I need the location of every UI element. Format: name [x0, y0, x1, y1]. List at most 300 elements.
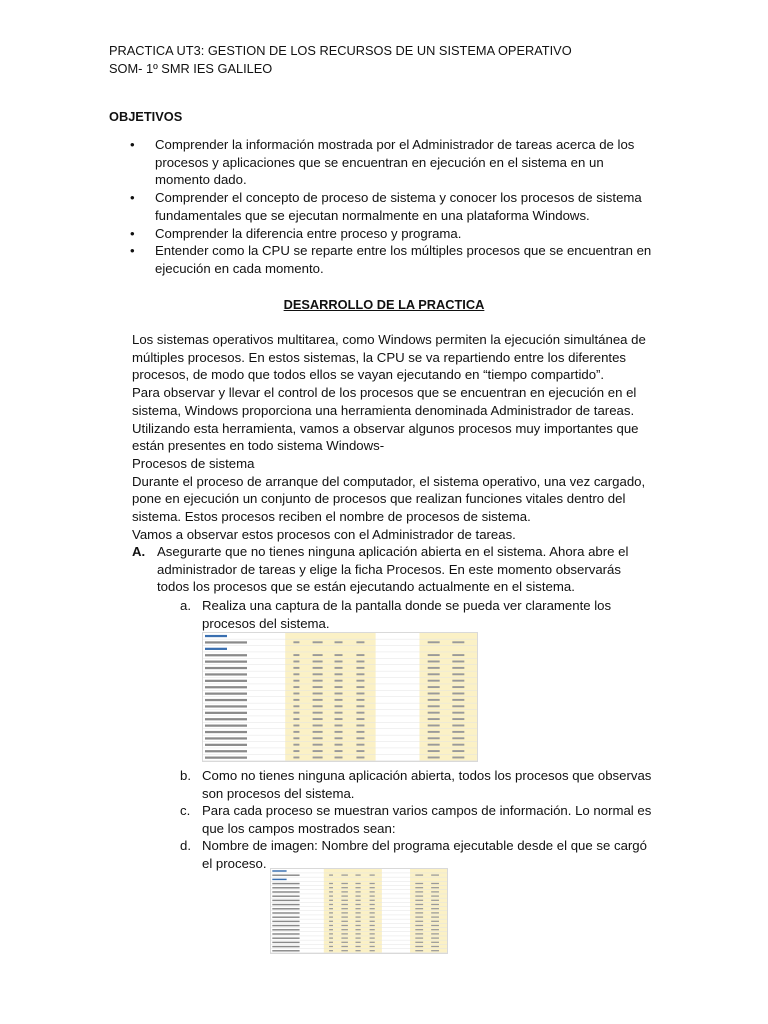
cell-stroke	[370, 908, 375, 909]
row-name-stroke	[205, 654, 247, 656]
list-item: • Comprender la diferencia entre proceso y programa.	[130, 225, 462, 241]
cell-stroke	[313, 744, 323, 746]
cell-stroke	[428, 750, 440, 752]
cell-stroke	[452, 737, 464, 739]
row-name-stroke	[272, 887, 299, 888]
bullet-icon: •	[130, 137, 135, 152]
cell-stroke	[329, 904, 333, 905]
sub-item-d: d. Nombre de imagen: Nombre del programa ejecutable desde el que se cargó el proceso.	[180, 838, 647, 871]
cell-stroke	[415, 912, 423, 913]
cell-stroke	[293, 686, 299, 688]
row-name-stroke	[205, 725, 247, 727]
row-divider	[271, 923, 447, 924]
cell-stroke	[329, 916, 333, 917]
row-name-stroke	[272, 929, 299, 930]
cell-stroke	[335, 750, 343, 752]
sub-item-c: c. Para cada proceso se muestran varios campos de información. Lo normal es que los campos mostrados sean:	[180, 803, 652, 836]
cell-stroke	[370, 946, 375, 947]
cell-stroke	[431, 916, 439, 917]
cell-stroke	[355, 904, 360, 905]
cell-stroke	[370, 887, 375, 888]
bullet-icon: •	[130, 190, 135, 206]
cell-stroke	[415, 904, 423, 905]
cell-stroke	[341, 874, 348, 875]
cell-stroke	[356, 654, 364, 656]
cell-stroke	[415, 908, 423, 909]
cell-stroke	[293, 693, 299, 695]
row-name-stroke	[205, 680, 247, 682]
cell-stroke	[341, 895, 348, 896]
cell-stroke	[452, 744, 464, 746]
cell-stroke	[452, 654, 464, 656]
cell-stroke	[313, 686, 323, 688]
objectives-list	[130, 136, 660, 278]
row-divider	[203, 652, 477, 653]
cell-stroke	[335, 673, 343, 675]
cell-stroke	[329, 946, 333, 947]
cell-stroke	[452, 757, 464, 759]
cell-stroke	[356, 673, 364, 675]
cell-stroke	[356, 641, 364, 643]
cell-stroke	[329, 895, 333, 896]
list-item: • Comprender la información mostrada por el Administrador de tareas acerca de los procesos y aplicaciones que se encuentran en ejecución en el sistema en un momento dado.	[130, 137, 635, 188]
cell-stroke	[341, 908, 348, 909]
cell-stroke	[431, 921, 439, 922]
cell-stroke	[452, 731, 464, 733]
cell-stroke	[355, 937, 360, 938]
cell-stroke	[335, 712, 343, 714]
cell-stroke	[341, 891, 348, 892]
bullet-icon: •	[130, 225, 135, 241]
cell-stroke	[452, 693, 464, 695]
cell-stroke	[355, 891, 360, 892]
row-divider	[203, 645, 477, 646]
cell-stroke	[370, 942, 375, 943]
row-divider	[203, 741, 477, 742]
row-divider	[203, 754, 477, 755]
cell-stroke	[428, 686, 440, 688]
cell-stroke	[313, 680, 323, 682]
row-divider	[203, 761, 477, 762]
cell-stroke	[313, 737, 323, 739]
row-name-stroke	[205, 661, 247, 663]
cell-stroke	[370, 895, 375, 896]
cell-stroke	[431, 946, 439, 947]
cell-stroke	[341, 937, 348, 938]
row-name-stroke	[272, 895, 299, 896]
row-name-stroke	[272, 921, 299, 922]
cell-stroke	[313, 731, 323, 733]
row-name-stroke	[272, 950, 299, 951]
cell-stroke	[431, 887, 439, 888]
row-divider	[271, 906, 447, 907]
cell-stroke	[356, 705, 364, 707]
row-divider	[271, 902, 447, 903]
row-divider	[203, 690, 477, 691]
cell-stroke	[415, 916, 423, 917]
cell-stroke	[370, 937, 375, 938]
cell-stroke	[293, 712, 299, 714]
row-divider	[271, 944, 447, 945]
cell-stroke	[431, 933, 439, 934]
row-divider	[271, 873, 447, 874]
cell-stroke	[356, 699, 364, 701]
row-name-stroke	[272, 916, 299, 917]
cell-stroke	[329, 908, 333, 909]
cell-stroke	[335, 686, 343, 688]
cell-stroke	[329, 887, 333, 888]
cell-stroke	[428, 757, 440, 759]
row-name-stroke	[205, 737, 247, 739]
sub-item-b: b. Como no tienes ninguna aplicación abierta, todos los procesos que observas son procesos del sistema.	[180, 768, 652, 801]
row-divider	[271, 894, 447, 895]
row-name-stroke	[205, 641, 247, 643]
cell-stroke	[313, 661, 323, 663]
cell-stroke	[341, 887, 348, 888]
paragraph: Procesos de sistema	[132, 455, 255, 471]
cell-stroke	[355, 950, 360, 951]
row-name-stroke	[205, 731, 247, 733]
row-name-stroke	[205, 705, 247, 707]
row-name-stroke	[272, 946, 299, 947]
cell-stroke	[341, 942, 348, 943]
row-divider	[271, 890, 447, 891]
cell-stroke	[415, 937, 423, 938]
row-name-stroke	[272, 900, 299, 901]
cell-stroke	[335, 731, 343, 733]
cell-stroke	[356, 712, 364, 714]
cell-stroke	[355, 929, 360, 930]
cell-stroke	[329, 942, 333, 943]
cell-stroke	[452, 705, 464, 707]
cell-stroke	[293, 750, 299, 752]
cell-stroke	[415, 942, 423, 943]
row-name-stroke	[205, 667, 247, 669]
row-name-stroke	[205, 750, 247, 752]
cell-stroke	[341, 916, 348, 917]
row-name-stroke	[272, 879, 286, 880]
row-divider	[203, 735, 477, 736]
cell-stroke	[329, 933, 333, 934]
row-divider	[271, 911, 447, 912]
development-body	[132, 331, 652, 543]
task-manager-screenshot	[202, 632, 478, 762]
cell-stroke	[356, 725, 364, 727]
cell-stroke	[431, 883, 439, 884]
paragraph: Para observar y llevar el control de los procesos que se encuentran en ejecución en el sistema, Windows proporciona una herramienta denominada Administrador de tareas. Utilizando esta herramienta, vamos a observar algunos procesos muy importantes que están presentes en todo sistema Windows-	[132, 385, 639, 454]
cell-stroke	[428, 737, 440, 739]
cell-stroke	[431, 891, 439, 892]
row-divider	[203, 722, 477, 723]
step-a	[132, 543, 652, 596]
cell-stroke	[356, 686, 364, 688]
cell-stroke	[335, 680, 343, 682]
cell-stroke	[341, 946, 348, 947]
cell-stroke	[313, 641, 323, 643]
cell-stroke	[335, 737, 343, 739]
cell-stroke	[355, 946, 360, 947]
cell-stroke	[293, 661, 299, 663]
cell-stroke	[329, 929, 333, 930]
cell-stroke	[415, 950, 423, 951]
cell-stroke	[341, 921, 348, 922]
cell-stroke	[431, 908, 439, 909]
row-divider	[271, 953, 447, 954]
cell-stroke	[335, 661, 343, 663]
cell-stroke	[415, 891, 423, 892]
cell-stroke	[293, 667, 299, 669]
paragraph: Los sistemas operativos multitarea, como Windows permiten la ejecución simultánea de múltiples procesos. En estos sistemas, la CPU se va repartiendo entre los diferentes procesos, de modo que todos ellos se vayan ejecutando en “tiempo compartido”.	[132, 332, 646, 383]
cell-stroke	[452, 750, 464, 752]
cell-stroke	[355, 900, 360, 901]
cell-stroke	[415, 925, 423, 926]
row-name-stroke	[205, 693, 247, 695]
cell-stroke	[356, 680, 364, 682]
cell-stroke	[431, 942, 439, 943]
cell-stroke	[293, 654, 299, 656]
cell-stroke	[341, 883, 348, 884]
row-name-stroke	[272, 891, 299, 892]
cell-stroke	[355, 895, 360, 896]
cell-stroke	[329, 891, 333, 892]
cell-stroke	[370, 933, 375, 934]
cell-stroke	[431, 912, 439, 913]
cell-stroke	[356, 667, 364, 669]
cell-stroke	[370, 929, 375, 930]
cell-stroke	[356, 737, 364, 739]
cell-stroke	[428, 705, 440, 707]
sub-item-a: a. Realiza una captura de la pantalla donde se pueda ver claramente los procesos del sistema.	[180, 598, 612, 631]
cell-stroke	[415, 895, 423, 896]
cell-stroke	[428, 661, 440, 663]
cell-stroke	[313, 705, 323, 707]
cell-stroke	[329, 900, 333, 901]
cell-stroke	[356, 757, 364, 759]
cell-stroke	[428, 673, 440, 675]
cell-stroke	[341, 950, 348, 951]
cell-stroke	[293, 705, 299, 707]
cell-stroke	[428, 654, 440, 656]
cell-stroke	[313, 757, 323, 759]
cell-stroke	[370, 904, 375, 905]
cell-stroke	[428, 667, 440, 669]
cell-stroke	[293, 641, 299, 643]
cell-stroke	[335, 718, 343, 720]
cell-stroke	[452, 673, 464, 675]
cell-stroke	[313, 718, 323, 720]
cell-stroke	[356, 661, 364, 663]
cell-stroke	[313, 699, 323, 701]
cell-stroke	[293, 731, 299, 733]
cell-stroke	[356, 731, 364, 733]
row-name-stroke	[205, 673, 247, 675]
row-name-stroke	[272, 925, 299, 926]
cell-stroke	[431, 895, 439, 896]
row-divider	[271, 915, 447, 916]
header-subtitle: SOM- 1º SMR IES GALILEO	[109, 61, 273, 76]
cell-stroke	[415, 921, 423, 922]
cell-stroke	[355, 908, 360, 909]
row-divider	[203, 697, 477, 698]
cell-stroke	[415, 946, 423, 947]
cell-stroke	[293, 718, 299, 720]
paragraph: Vamos a observar estos procesos con el Administrador de tareas.	[132, 526, 516, 542]
cell-stroke	[313, 673, 323, 675]
step-a-text: Asegurarte que no tienes ninguna aplicación abierta en el sistema. Ahora abre el administrador de tareas y elige la ficha Procesos. En este momento observarás todos los procesos que se están ejecutando actualmente en el sistema.	[157, 544, 629, 595]
cell-stroke	[335, 757, 343, 759]
cell-stroke	[370, 950, 375, 951]
cell-stroke	[452, 680, 464, 682]
cell-stroke	[370, 912, 375, 913]
row-divider	[203, 748, 477, 749]
row-name-stroke	[205, 744, 247, 746]
row-name-stroke	[272, 904, 299, 905]
cell-stroke	[341, 912, 348, 913]
task-manager-screenshot-small	[270, 868, 448, 954]
cell-stroke	[293, 757, 299, 759]
cell-stroke	[335, 693, 343, 695]
cell-stroke	[356, 750, 364, 752]
cell-stroke	[428, 699, 440, 701]
row-divider	[203, 639, 477, 640]
cell-stroke	[370, 891, 375, 892]
cell-stroke	[370, 921, 375, 922]
row-name-stroke	[205, 686, 247, 688]
row-divider	[271, 885, 447, 886]
cell-stroke	[370, 916, 375, 917]
cell-stroke	[370, 883, 375, 884]
cell-stroke	[415, 929, 423, 930]
cell-stroke	[329, 874, 333, 875]
cell-stroke	[428, 712, 440, 714]
cell-stroke	[313, 712, 323, 714]
cell-stroke	[431, 874, 439, 875]
cell-stroke	[415, 887, 423, 888]
cell-stroke	[355, 925, 360, 926]
cell-stroke	[335, 699, 343, 701]
cell-stroke	[313, 667, 323, 669]
cell-stroke	[335, 725, 343, 727]
cell-stroke	[431, 900, 439, 901]
row-name-stroke	[205, 648, 227, 650]
cell-stroke	[293, 673, 299, 675]
cell-stroke	[341, 933, 348, 934]
list-item: • Comprender el concepto de proceso de sistema y conocer los procesos de sistema fundamentales que se ejecutan normalmente en una plataforma Windows.	[130, 190, 642, 223]
cell-stroke	[452, 712, 464, 714]
cell-stroke	[356, 744, 364, 746]
cell-stroke	[431, 925, 439, 926]
row-divider	[271, 932, 447, 933]
cell-stroke	[452, 725, 464, 727]
cell-stroke	[329, 950, 333, 951]
row-divider	[271, 940, 447, 941]
cell-stroke	[329, 921, 333, 922]
row-name-stroke	[272, 908, 299, 909]
row-name-stroke	[205, 699, 247, 701]
cell-stroke	[293, 744, 299, 746]
row-divider	[203, 703, 477, 704]
row-divider	[271, 948, 447, 949]
cell-stroke	[355, 887, 360, 888]
cell-stroke	[370, 874, 375, 875]
cell-stroke	[431, 929, 439, 930]
row-name-stroke	[272, 937, 299, 938]
cell-stroke	[452, 667, 464, 669]
cell-stroke	[293, 725, 299, 727]
row-name-stroke	[205, 757, 247, 759]
cell-stroke	[335, 705, 343, 707]
cell-stroke	[356, 718, 364, 720]
cell-stroke	[355, 942, 360, 943]
cell-stroke	[355, 921, 360, 922]
cell-stroke	[355, 912, 360, 913]
cell-stroke	[293, 699, 299, 701]
cell-stroke	[329, 883, 333, 884]
cell-stroke	[355, 933, 360, 934]
objectives-heading: OBJETIVOS	[109, 109, 183, 124]
row-divider	[203, 671, 477, 672]
row-name-stroke	[272, 933, 299, 934]
cell-stroke	[431, 950, 439, 951]
cell-stroke	[415, 874, 423, 875]
row-divider	[203, 665, 477, 666]
row-name-stroke	[205, 712, 247, 714]
row-divider	[271, 919, 447, 920]
cell-stroke	[329, 912, 333, 913]
row-divider	[203, 729, 477, 730]
cell-stroke	[335, 654, 343, 656]
cell-stroke	[431, 904, 439, 905]
cell-stroke	[293, 737, 299, 739]
row-divider	[203, 709, 477, 710]
cell-stroke	[370, 925, 375, 926]
cell-stroke	[428, 725, 440, 727]
step-a-marker: A.	[132, 544, 146, 559]
row-divider	[271, 877, 447, 878]
cell-stroke	[428, 731, 440, 733]
cell-stroke	[355, 916, 360, 917]
cell-stroke	[313, 750, 323, 752]
cell-stroke	[428, 718, 440, 720]
cell-stroke	[341, 929, 348, 930]
cell-stroke	[329, 937, 333, 938]
cell-stroke	[428, 693, 440, 695]
cell-stroke	[415, 900, 423, 901]
cell-stroke	[341, 904, 348, 905]
row-name-stroke	[205, 718, 247, 720]
row-divider	[203, 677, 477, 678]
cell-stroke	[370, 900, 375, 901]
row-name-stroke	[272, 912, 299, 913]
cell-stroke	[415, 883, 423, 884]
cell-stroke	[355, 874, 360, 875]
row-name-stroke	[205, 635, 227, 637]
paragraph: Durante el proceso de arranque del computador, el sistema operativo, una vez cargado, pone en ejecución un conjunto de procesos que realizan funciones vitales dentro del sistema. Estos procesos reciben el nombre de procesos de sistema.	[132, 473, 646, 525]
cell-stroke	[313, 725, 323, 727]
cell-stroke	[355, 883, 360, 884]
cell-stroke	[329, 925, 333, 926]
list-item: • Entender como la CPU se reparte entre los múltiples procesos que se encuentran en ejecución en cada momento.	[130, 243, 652, 276]
cell-stroke	[431, 937, 439, 938]
row-name-stroke	[272, 874, 299, 875]
bullet-icon: •	[130, 243, 135, 259]
cell-stroke	[428, 744, 440, 746]
cell-stroke	[341, 900, 348, 901]
cell-stroke	[428, 680, 440, 682]
row-divider	[203, 658, 477, 659]
row-divider	[271, 881, 447, 882]
row-divider	[203, 684, 477, 685]
